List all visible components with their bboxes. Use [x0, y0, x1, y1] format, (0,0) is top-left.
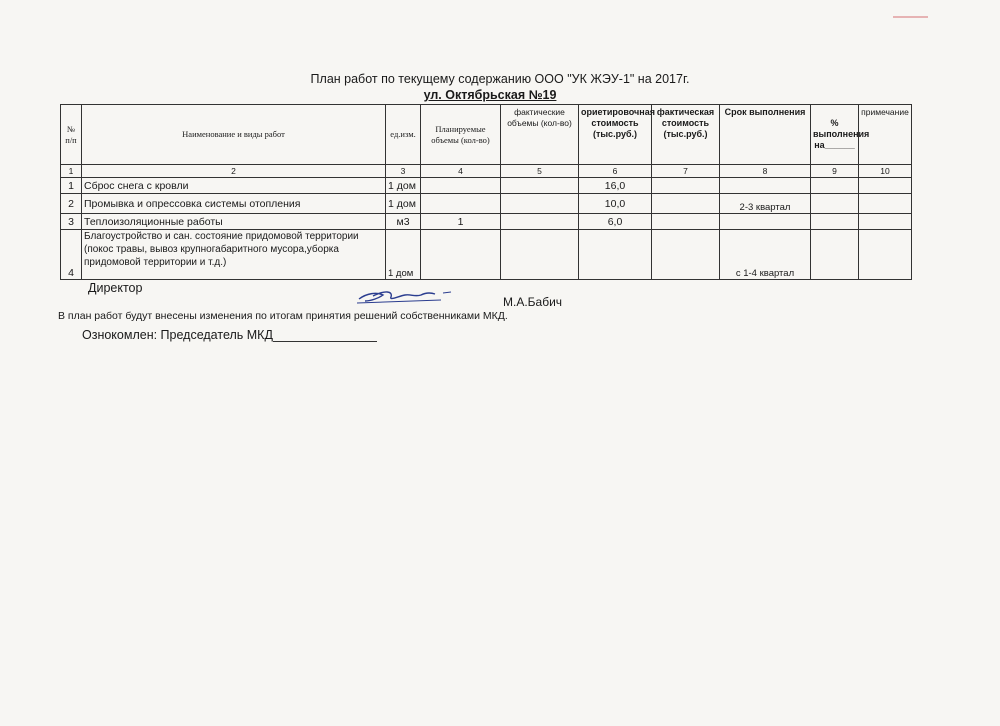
- row-cost: 10,0: [579, 194, 652, 214]
- row-num: 4: [61, 230, 82, 280]
- column-number: 6: [579, 165, 652, 178]
- row-unit: 1 дом: [386, 178, 421, 194]
- header-percent: % выполнения на______: [811, 105, 859, 165]
- table-row: [61, 230, 912, 280]
- row-percent: [811, 230, 859, 280]
- acknowledgment-line: [82, 328, 377, 342]
- row-term: 2-3 квартал: [720, 194, 811, 214]
- row-cost: 16,0: [579, 178, 652, 194]
- row-actual: [501, 178, 579, 194]
- signature-blank: [273, 329, 377, 342]
- row-unit: 1 дом: [386, 230, 421, 280]
- row-name: Сброс снега с кровли: [82, 178, 386, 194]
- row-term: [720, 178, 811, 194]
- director-name: М.А.Бабич: [503, 295, 563, 309]
- row-unit: м3: [386, 214, 421, 230]
- column-number: 4: [421, 165, 501, 178]
- header-term: Срок выполнения: [720, 105, 811, 165]
- row-actual-cost: [652, 194, 720, 214]
- row-actual: [501, 230, 579, 280]
- row-term: с 1-4 квартал: [720, 230, 811, 280]
- row-actual: [501, 214, 579, 230]
- column-number: 7: [652, 165, 720, 178]
- column-number: 8: [720, 165, 811, 178]
- header-num: № п/п: [61, 105, 82, 165]
- row-note: [859, 194, 912, 214]
- column-number: 2: [82, 165, 386, 178]
- row-num: 1: [61, 178, 82, 194]
- row-note: [859, 178, 912, 194]
- work-plan-table: [60, 104, 912, 280]
- table-row: [61, 194, 912, 214]
- table-header-row: [61, 105, 912, 165]
- row-actual-cost: [652, 230, 720, 280]
- column-number: 10: [859, 165, 912, 178]
- row-actual-cost: [652, 178, 720, 194]
- column-number: 5: [501, 165, 579, 178]
- row-name: Благоустройство и сан. состояние придомовой территории (покос травы, вывоз крупногабаритного мусора,уборка придомовой территории и т.д.): [82, 230, 386, 280]
- column-number: 1: [61, 165, 82, 178]
- row-planned: [421, 230, 501, 280]
- amendment-note: В план работ будут внесены изменения по итогам принятия решений собственниками МКД.: [58, 310, 508, 322]
- header-actual: фактические объемы (кол-во): [501, 105, 579, 165]
- row-num: 2: [61, 194, 82, 214]
- header-name: Наименование и виды работ: [82, 105, 386, 165]
- row-num: 3: [61, 214, 82, 230]
- row-cost: 6,0: [579, 214, 652, 230]
- director-label: Директор: [88, 281, 143, 295]
- header-note: примечание: [859, 105, 912, 165]
- row-unit: 1 дом: [386, 194, 421, 214]
- row-percent: [811, 214, 859, 230]
- row-percent: [811, 178, 859, 194]
- row-planned: [421, 194, 501, 214]
- director-signature: [355, 288, 455, 306]
- row-actual: [501, 194, 579, 214]
- row-name: Промывка и опрессовка системы отопления: [82, 194, 386, 214]
- document-title: План работ по текущему содержанию ООО "УК ЖЭУ-1" на 2017г.: [310, 72, 690, 86]
- row-name: Теплоизоляционные работы: [82, 214, 386, 230]
- column-number: 3: [386, 165, 421, 178]
- row-cost: [579, 230, 652, 280]
- row-note: [859, 230, 912, 280]
- row-term: [720, 214, 811, 230]
- table-row: [61, 178, 912, 194]
- column-number: 9: [811, 165, 859, 178]
- row-percent: [811, 194, 859, 214]
- row-planned: [421, 178, 501, 194]
- header-actual-cost: фактическая стоимость (тыс.руб.): [652, 105, 720, 165]
- header-unit: ед.изм.: [386, 105, 421, 165]
- table-row: [61, 214, 912, 230]
- header-cost: ориетировочная стоимость (тыс.руб.): [579, 105, 652, 165]
- acknowledgment-label: Ознокомлен: Председатель МКД: [82, 328, 273, 342]
- row-actual-cost: [652, 214, 720, 230]
- row-planned: 1: [421, 214, 501, 230]
- document-subtitle: ул. Октябрьская №19: [423, 88, 557, 102]
- header-planned: Планируемые объемы (кол-во): [421, 105, 501, 165]
- column-number-row: [61, 165, 912, 178]
- row-note: [859, 214, 912, 230]
- corner-mark: [893, 16, 928, 18]
